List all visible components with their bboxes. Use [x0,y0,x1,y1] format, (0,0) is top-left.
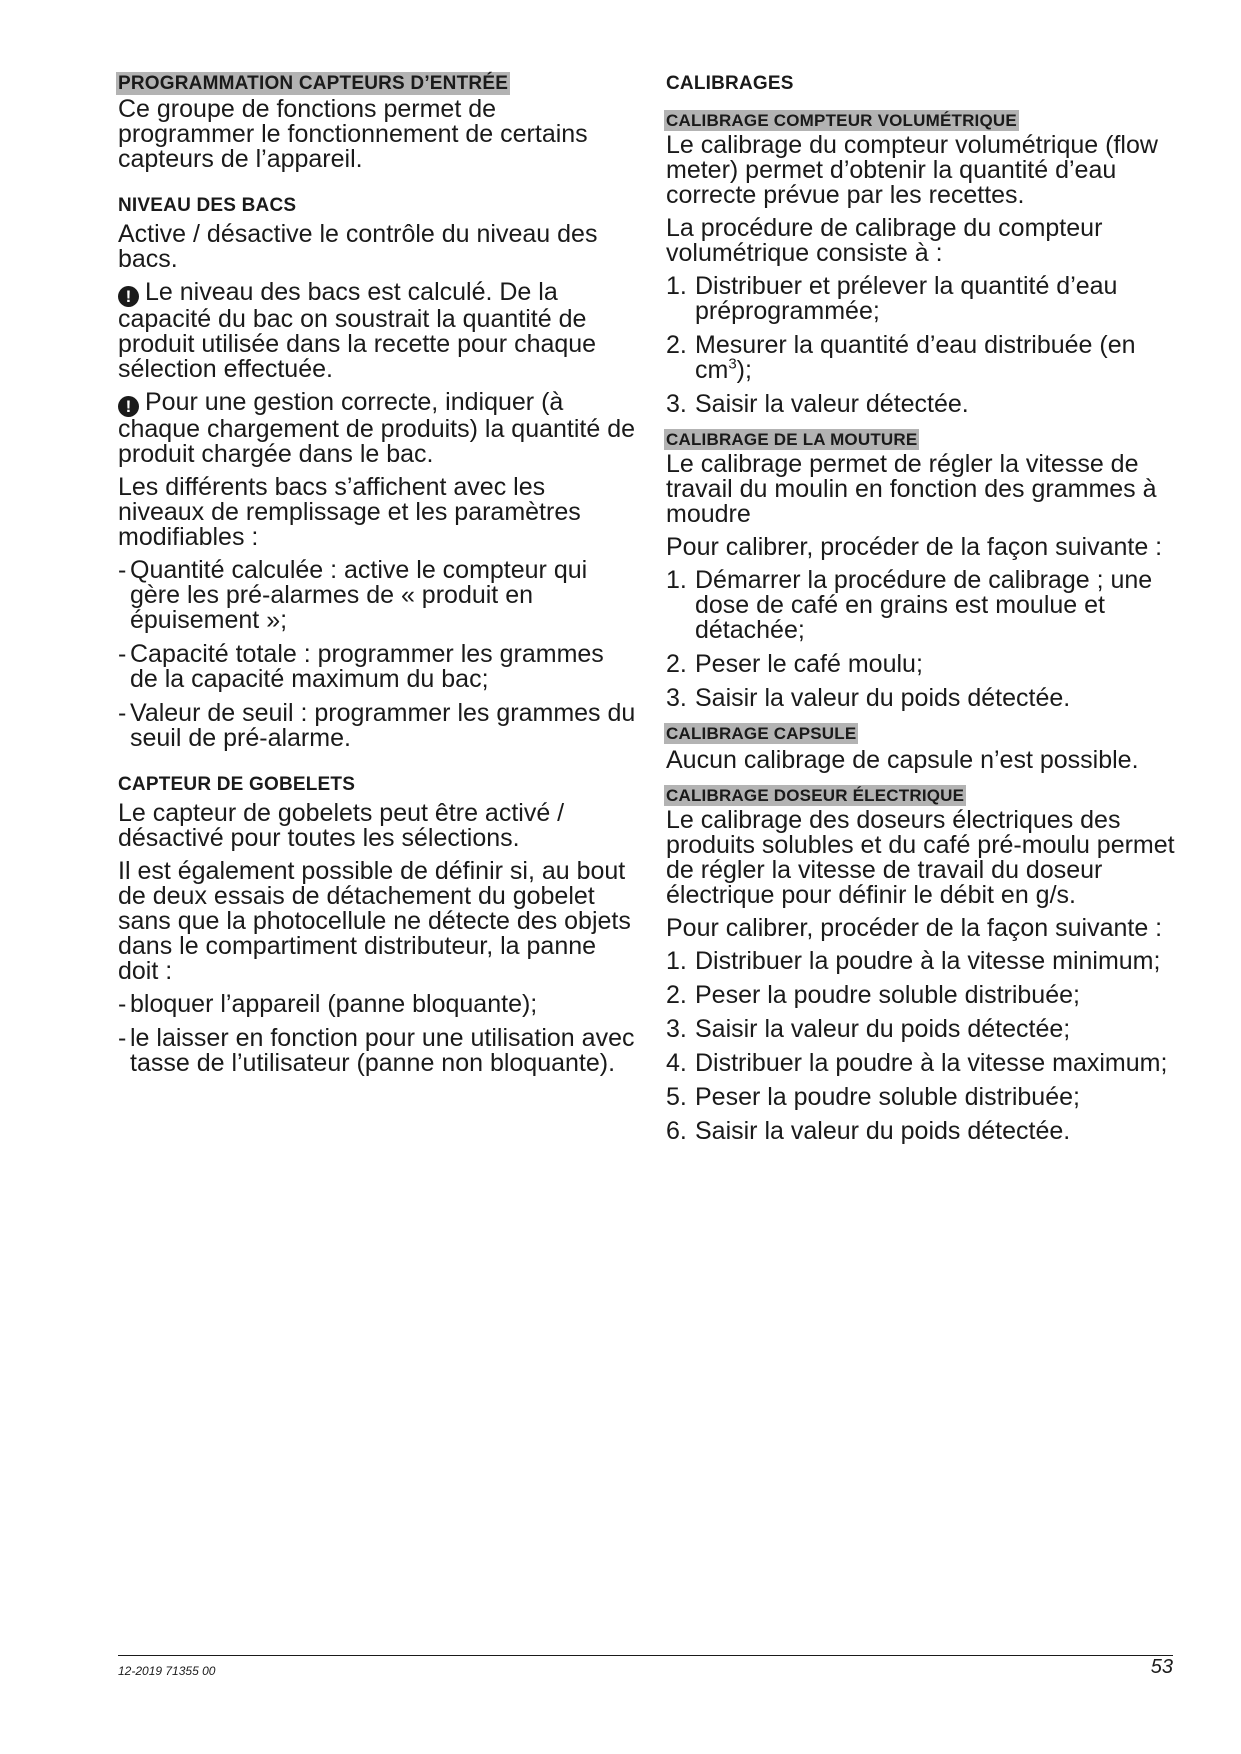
doseur-steps [666,949,1196,1144]
heading-calibrages: CALIBRAGES [666,73,794,94]
compteur-paragraph-1: Le calibrage du compteur volumétrique (flow meter) permet d’obtenir la quantité d’eau correcte prévue par les recettes. [666,131,1158,209]
footer-divider [118,1655,1173,1656]
step-number: 3. [666,390,687,418]
section-doseur [666,785,1196,1144]
step-number: 4. [666,1049,687,1077]
mouture-paragraph-1: Le calibrage permet de régler la vitesse de travail du moulin en fonction des grammes à moudre [666,450,1157,528]
step-text: Distribuer la poudre à la vitesse minimum; [695,947,1161,975]
list-item [666,949,1196,974]
gobelets-paragraph-1: Le capteur de gobelets peut être activé / désactivé pour toutes les sélections. [118,799,565,852]
step-number: 1. [666,566,687,594]
step-number: 3. [666,1015,687,1043]
gobelets-paragraph-2: Il est également possible de définir si, au bout de deux essais de détachement du gobelet sans que la photocellule ne détecte des objets dans le compartiment distributeur, la panne doit : [118,857,631,985]
list-item [666,333,1196,383]
niveau-warning-1 [118,280,638,382]
list-item [666,1085,1196,1110]
intro-paragraph: Ce groupe de fonctions permet de programmer le fonctionnement de certains capteurs de l’appareil. [118,95,588,173]
step-text: Peser la poudre soluble distribuée; [695,1083,1080,1111]
capsule-paragraph: Aucun calibrage de capsule n’est possible. [666,746,1139,774]
list-item: - le laisser en fonction pour une utilisation avec tasse de l’utilisateur (panne non bloquante). [118,1026,638,1076]
list-item [666,1017,1196,1042]
step-number: 2. [666,331,687,359]
section-title-programmation: PROGRAMMATION CAPTEURS D’ENTRÉE [118,73,509,94]
list-item: - Capacité totale : programmer les grammes de la capacité maximum du bac; [118,642,638,692]
list-item [666,392,1196,417]
list-item: - Quantité calculée : active le compteur qui gère les pré-alarmes de « produit en épuisement »; [118,558,638,633]
step-text: Distribuer et prélever la quantité d’eau préprogrammée; [695,272,1118,325]
step-text: Saisir la valeur du poids détectée. [695,1117,1071,1145]
heading-calibrage-doseur: CALIBRAGE DOSEUR ÉLECTRIQUE [666,786,965,805]
step-number: 2. [666,981,687,1009]
compteur-steps [666,274,1196,417]
section-capsule [666,723,1196,773]
section-mouture [666,429,1196,711]
step-number: 2. [666,650,687,678]
niveau-warning-2-text: Pour une gestion correcte, indiquer (à chaque chargement de produits) la quantité de produit chargée dans le bac. [118,388,636,468]
list-item [666,686,1196,711]
compteur-paragraph-2: La procédure de calibrage du compteur volumétrique consiste à : [666,214,1103,267]
list-item [666,1051,1196,1076]
step-text: Mesurer la quantité d’eau distribuée (en cm [695,331,1136,384]
doseur-paragraph-1: Le calibrage des doseurs électriques des produits solubles et du café pré-moulu permet de régler la vitesse de travail du doseur électrique pour définir le débit en g/s. [666,806,1175,909]
heading-calibrage-capsule: CALIBRAGE CAPSULE [666,724,857,743]
step-text: Saisir la valeur détectée. [695,390,969,418]
superscript: 3 [728,355,737,373]
page-number: 53 [1150,1656,1173,1678]
niveau-warning-2 [118,390,638,467]
step-text: Peser le café moulu; [695,650,923,678]
gobelets-list [118,992,638,1076]
right-column [666,72,1196,1153]
list-item [666,274,1196,324]
step-text: Peser la poudre soluble distribuée; [695,981,1080,1009]
heading-capteur-de-gobelets: CAPTEUR DE GOBELETS [118,774,356,795]
step-number: 6. [666,1117,687,1145]
list-item: - Valeur de seuil : programmer les grammes du seuil de pré-alarme. [118,701,638,751]
niveau-paragraph-2: Les différents bacs s’affichent avec les niveaux de remplissage et les paramètres modifiables : [118,473,581,551]
step-text-end: ); [736,356,752,384]
exclamation-circle-icon: ! [118,396,139,417]
step-number: 1. [666,272,687,300]
step-number: 5. [666,1083,687,1111]
niveau-list [118,558,638,751]
list-item [666,568,1196,643]
mouture-paragraph-2: Pour calibrer, procéder de la façon suivante : [666,533,1163,561]
step-number: 1. [666,947,687,975]
step-text: Saisir la valeur du poids détectée. [695,684,1071,712]
mouture-steps [666,568,1196,711]
heading-niveau-des-bacs: NIVEAU DES BACS [118,195,297,216]
heading-calibrage-compteur: CALIBRAGE COMPTEUR VOLUMÉTRIQUE [666,111,1017,130]
footer-document-code: 12-2019 71355 00 [118,1664,216,1678]
heading-calibrage-mouture: CALIBRAGE DE LA MOUTURE [666,430,918,449]
list-item [666,983,1196,1008]
left-column [118,72,638,1085]
step-number: 3. [666,684,687,712]
doseur-paragraph-2: Pour calibrer, procéder de la façon suivante : [666,914,1163,942]
list-item [666,652,1196,677]
niveau-warning-1-text: Le niveau des bacs est calculé. De la capacité du bac on soustrait la quantité de produit utilisée dans la recette pour chaque sélection effectuée. [118,278,597,383]
step-text: Saisir la valeur du poids détectée; [695,1015,1071,1043]
step-text: Distribuer la poudre à la vitesse maximum; [695,1049,1168,1077]
step-text: Démarrer la procédure de calibrage ; une dose de café en grains est moulue et détachée; [695,566,1153,644]
exclamation-circle-icon: ! [118,286,139,307]
list-item: - bloquer l’appareil (panne bloquante); [118,992,638,1017]
niveau-paragraph-1: Active / désactive le contrôle du niveau des bacs. [118,220,598,273]
list-item [666,1119,1196,1144]
